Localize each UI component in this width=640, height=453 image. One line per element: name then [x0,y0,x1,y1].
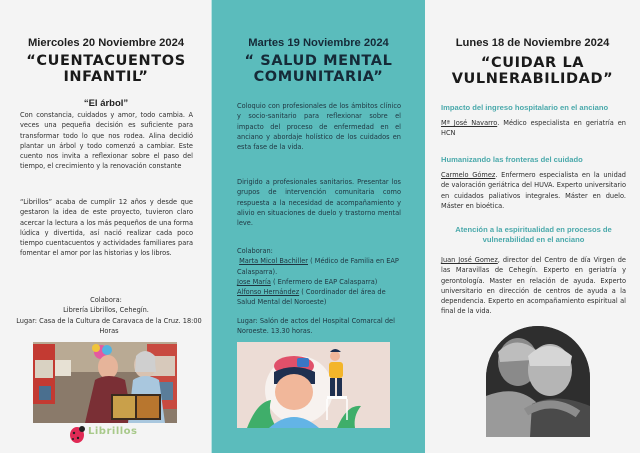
storytelling-photo-graphic [33,342,177,423]
speaker-name: Mª José Navarro [441,119,498,127]
event-title [425,55,640,87]
audience-description: Dirigido a profesionales sanitarios. Presentar los grupos de intervención comunitaria como respuesta a la necesidad de acompañamiento y alivio en situaciones de duelo y trastorno mental leve. [237,178,401,228]
collaborator-name: Marta Micol Bachiller [239,257,309,266]
talk-speaker-info [441,170,626,211]
speaker-bio: . Médico especialista en geriatría en HCN [441,119,626,138]
event-title [0,53,212,85]
collaborator-name: Jose María [237,277,271,286]
collab-label: Colabora: [90,296,122,304]
elderly-couple-graphic [486,326,590,437]
talk-heading: Impacto del ingreso hospitalario en el anciano [441,103,609,112]
librillos-description: “Librillos” acaba de cumplir 12 años y desde que gestaron la idea de este proyecto, tuvieron claro acercar la lectura a los más pequeños de una forma lúdica y divertida, así nació realizar cada poco tiempo cuentacuentos y actividades familiares para fomentar el amor por las historias y los libros. [20,198,193,258]
title-line-1: “CUENTACUENTOS [26,53,186,69]
panel-cuidar-vulnerabilidad [425,0,640,453]
event-date: Lunes 18 de Noviembre 2024 [455,37,610,49]
event-venue: Lugar: Casa de la Cultura de Caravaca de la Cruz. 18:00 Horas [16,317,202,335]
title-line-2: INFANTIL” [63,69,149,85]
storytelling-photo [33,342,177,423]
panel-cuentacuentos [0,0,212,453]
panel-salud-mental [212,0,425,453]
collaborator [237,277,403,287]
collaborator-role: ( Enfermero de EAP Calasparra) [270,277,378,286]
colloquium-description: Coloquio con profesionales de los ámbitos clínico y socio-sanitario para reflexionar sobre el impacto del proceso de enfermedad en el anciano y abordaje holístico de los cuidados en esta fase de la vida. [237,102,401,152]
librillos-logo [68,423,138,445]
collaborator-role: ( Médico de Familia en EAP Calasparra). [237,257,399,276]
talk-speaker-info [441,255,626,317]
mental-health-illustration [237,342,390,428]
speaker-bio: . Enfermero especialista en la unidad de valoración geriátrica del HUVA. Experto universitario en cuidados paliativos integrales. Máster en duelo. Máster en bioética. [441,171,626,210]
collaborator [237,256,403,277]
story-title: “El árbol” [83,98,129,109]
speaker-name: Juan José Gomez [441,256,498,264]
talk-heading: Atención a la espiritualidad en procesos de vulnerabilidad en el anciano [455,225,612,244]
speaker-bio: , director del Centro de día Virgen de las Maravillas de Cehegín. Experto en geriatría y gerontología. Master en relación de ayuda. Experto universitario en dirección de centros de ayuda a la dependencia. Experto en acompañamiento espiritual al final de la vida. [441,256,626,316]
event-date: Miercoles 20 Noviembre 2024 [27,37,185,49]
brain-watering-illustration [237,342,390,428]
talk-heading: Humanizando las fronteras del cuidado [441,155,583,164]
collaborators-block [237,246,403,308]
talk-speaker-info [441,118,626,139]
event-date: Martes 19 Noviembre 2024 [248,37,389,49]
title-line-1: “CUIDAR LA [480,55,585,71]
logo-text: Librillos [88,426,138,437]
speaker-name: Carmelo Gómez [441,171,496,179]
collaborator [237,287,403,308]
title-line-1: “ SALUD MENTAL [244,53,393,69]
collab-name: Librería Librillos, Cehegín. [63,306,149,315]
event-title [212,53,425,85]
title-line-2: VULNERABILIDAD” [451,71,614,87]
collab-label: Colaboran: [237,247,273,255]
collaborator-name: Alfonso Hernández [237,288,300,297]
title-line-2: COMUNITARIA” [253,69,384,85]
collaborator-role: ( Coordinador del área de Salud Mental del Noroeste) [237,288,386,307]
elderly-couple-photo [486,326,590,437]
story-description: Con constancia, cuidados y amor, todo cambia. A veces una pequeña decisión es suficiente para transformar todo lo que nos rodea. Alina decidió plantar un árbol y todo comenzó a cambiar. Este cuento nos invita a reflexionar sobre el paso del tiempo, el crecimiento y la renovación constante [20,111,193,171]
collaborator-block [0,295,212,316]
event-venue: Lugar: Salón de actos del Hospital Comarcal del Noroeste. 13.30 horas. [237,317,395,336]
